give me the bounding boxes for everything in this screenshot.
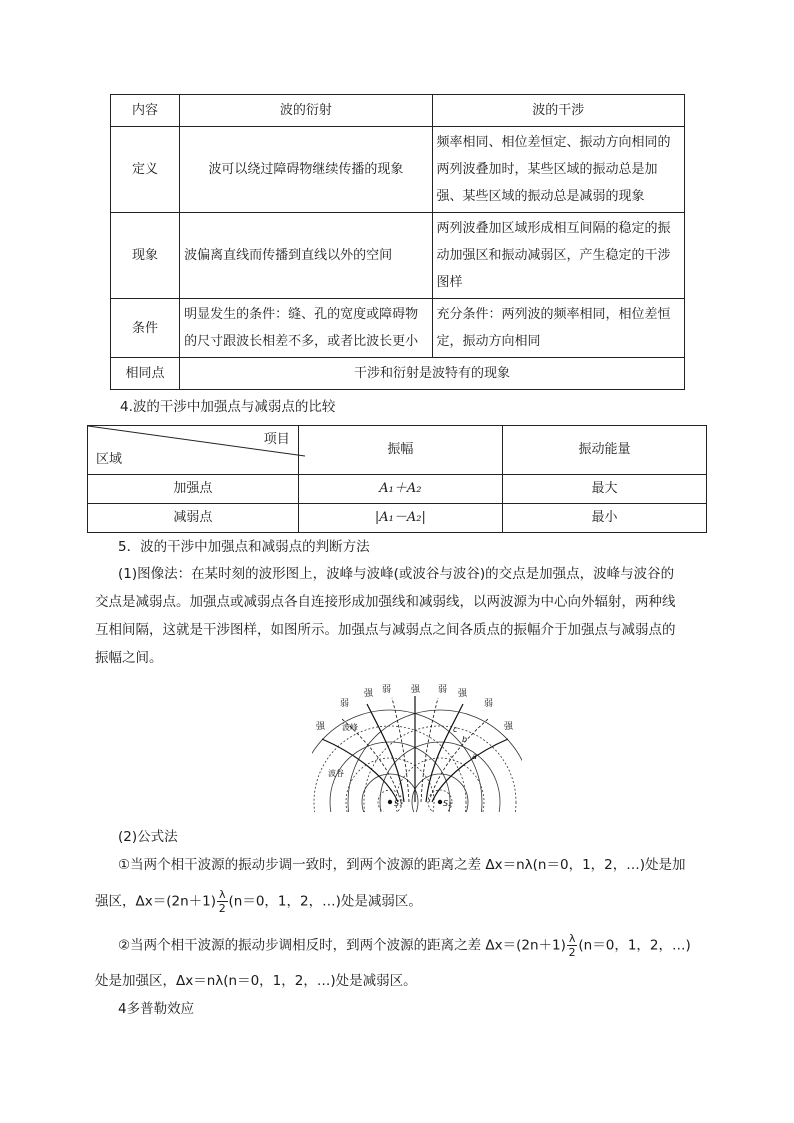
text-span: 强区，Δx＝(2n＋1) bbox=[95, 893, 216, 910]
fraction-numerator: λ bbox=[219, 888, 226, 901]
table-cell: 波可以绕过障碍物继续传播的现象 bbox=[180, 127, 432, 213]
table-cell: A₁＋A₂ bbox=[298, 475, 502, 504]
table-header-row bbox=[111, 95, 685, 127]
text-span: (n＝0，1，2，…)处是减弱区。 bbox=[228, 893, 422, 910]
row-label: 定义 bbox=[111, 127, 180, 213]
fraction-numerator: λ bbox=[568, 932, 576, 945]
header-cell: 振幅 bbox=[298, 426, 502, 475]
paragraph-line: 处是加强区，Δx＝nλ(n＝0，1，2，…)处是减弱区。 bbox=[95, 973, 417, 989]
label-strong: 强 bbox=[411, 685, 421, 695]
section-title: 4.波的干涉中加强点与减弱点的比较 bbox=[120, 399, 336, 415]
row-label: 相同点 bbox=[111, 358, 180, 390]
row-label: 减弱点 bbox=[88, 504, 299, 533]
text-span: (n＝0，1，2，…) bbox=[578, 937, 691, 954]
interference-pattern-figure bbox=[312, 684, 522, 812]
table-cell: 最小 bbox=[502, 504, 706, 533]
diffraction-interference-table bbox=[110, 94, 685, 390]
row-label: 现象 bbox=[111, 213, 180, 299]
paragraph-line: ①当两个相干波源的振动步调一致时，到两个波源的距离之差 Δx＝nλ(n＝0，1，2，…)处是加 bbox=[118, 857, 686, 873]
header-cell: 波的衍射 bbox=[180, 95, 432, 127]
section-title: 5．波的干涉中加强点和减弱点的判断方法 bbox=[118, 539, 370, 555]
fraction-denominator: 2 bbox=[218, 902, 226, 915]
table-cell: 干涉和衍射是波特有的现象 bbox=[180, 358, 685, 390]
label-weak: 弱 bbox=[382, 685, 392, 695]
row-label: 加强点 bbox=[88, 475, 299, 504]
label-strong: 强 bbox=[504, 722, 514, 732]
table-cell: 充分条件：两列波的频率相同，相位差恒定，振动方向相同 bbox=[432, 299, 684, 358]
table-row bbox=[111, 127, 685, 213]
diag-top-label: 项目 bbox=[263, 432, 290, 447]
table-cell: 波偏离直线而传播到直线以外的空间 bbox=[180, 213, 432, 299]
source-s2-marker bbox=[438, 800, 442, 804]
comparison-table bbox=[87, 425, 707, 533]
text-span: ②当两个相干波源的振动步调相反时，到两个波源的距离之差 Δx＝(2n＋1) bbox=[118, 937, 566, 954]
header-cell: 内容 bbox=[111, 95, 180, 127]
paragraph-line: 互相间隔，这就是干涉图样，如图所示。加强点与减弱点之间各质点的振幅介于加强点与减弱点的 bbox=[95, 622, 676, 638]
section-title: (2)公式法 bbox=[118, 829, 178, 845]
label-strong: 强 bbox=[364, 689, 374, 699]
diag-bottom-label: 区域 bbox=[96, 452, 123, 467]
label-s2: S₂ bbox=[443, 799, 452, 808]
paragraph-line bbox=[95, 888, 422, 916]
label-c: c bbox=[453, 725, 458, 734]
table-cell: |A₁－A₂| bbox=[298, 504, 502, 533]
fraction bbox=[217, 888, 228, 915]
paragraph-line: 振幅之间。 bbox=[95, 650, 163, 666]
table-row bbox=[88, 504, 707, 533]
table-cell: 频率相同、相位差恒定、振动方向相同的两列波叠加时，某些区域的振动总是加强、某些区域的振动总是减弱的现象 bbox=[432, 127, 684, 213]
label-weak: 弱 bbox=[484, 699, 494, 709]
table-header-row bbox=[88, 426, 707, 475]
section-title: 4多普勒效应 bbox=[118, 1001, 195, 1017]
table-cell: 最大 bbox=[502, 475, 706, 504]
label-b: b bbox=[462, 735, 468, 744]
row-label: 条件 bbox=[111, 299, 180, 358]
paragraph-line bbox=[118, 932, 691, 960]
diagonal-header-cell bbox=[88, 426, 299, 475]
label-a: a bbox=[472, 752, 477, 761]
paragraph-line: 交点是减弱点。加强点或减弱点各自连接形成加强线和减弱线，以两波源为中心向外辐射，两种线 bbox=[95, 594, 676, 610]
fraction bbox=[567, 932, 578, 959]
label-strong: 强 bbox=[316, 722, 326, 732]
table-cell: 两列波叠加区域形成相互间隔的稳定的振动加强区和振动减弱区，产生稳定的干涉图样 bbox=[432, 213, 684, 299]
header-cell: 振动能量 bbox=[502, 426, 706, 475]
header-cell: 波的干涉 bbox=[432, 95, 684, 127]
table-cell: 明显发生的条件：缝、孔的宽度或障碍物的尺寸跟波长相差不多，或者比波长更小 bbox=[180, 299, 432, 358]
source-s1-marker bbox=[388, 800, 392, 804]
paragraph-line: (1)图像法：在某时刻的波形图上，波峰与波峰(或波谷与波谷)的交点是加强点，波峰与波谷的 bbox=[118, 566, 675, 582]
table-row bbox=[111, 299, 685, 358]
label-weak: 弱 bbox=[340, 699, 350, 709]
table-row bbox=[111, 358, 685, 390]
label-weak: 弱 bbox=[438, 685, 448, 695]
label-trough: 波谷 bbox=[328, 769, 344, 778]
label-s1: S₁ bbox=[394, 799, 403, 808]
table-row bbox=[111, 213, 685, 299]
label-strong: 强 bbox=[458, 689, 468, 699]
fraction-denominator: 2 bbox=[568, 946, 576, 959]
label-crest: 波峰 bbox=[342, 723, 358, 732]
